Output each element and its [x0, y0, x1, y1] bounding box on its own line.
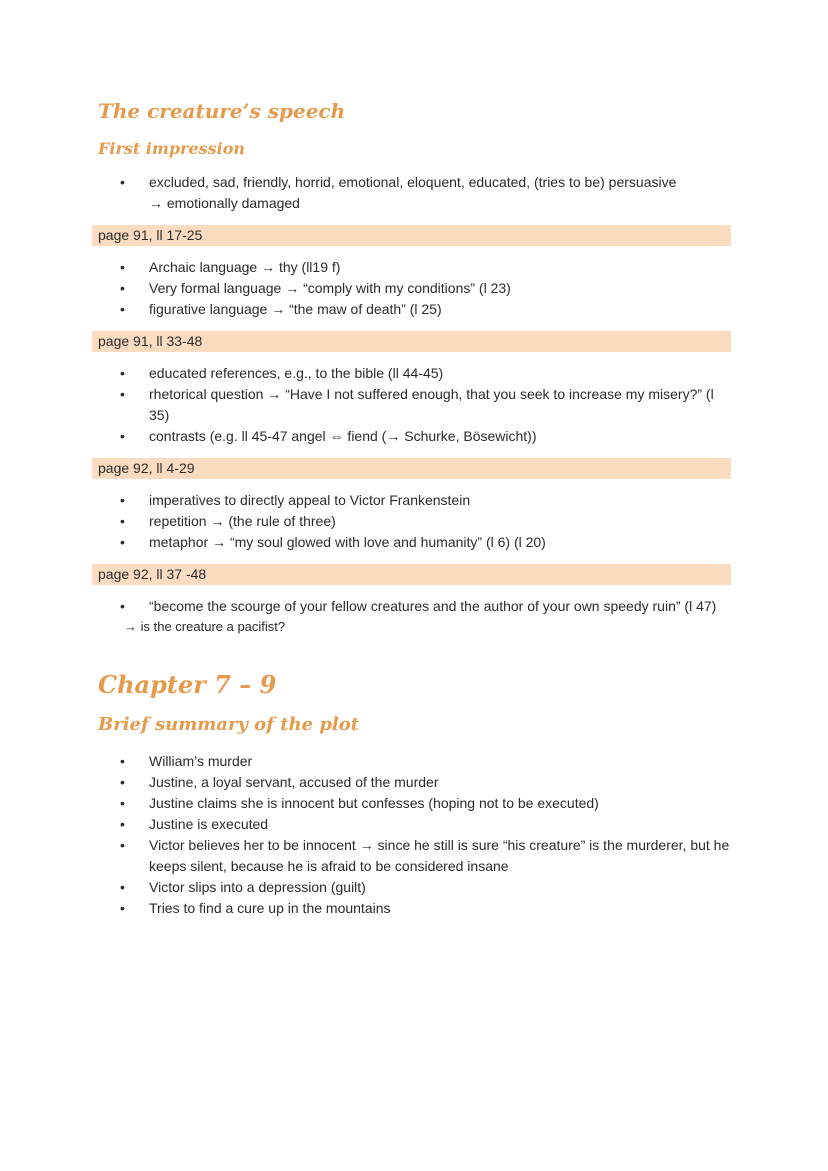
bullet-icon: • [120, 753, 125, 769]
arrow-right-icon: → [149, 195, 163, 211]
bullet-icon: • [120, 534, 125, 550]
list-item: • educated references, e.g., to the bible (ll 44-45) [120, 363, 730, 384]
bullet-icon: • [120, 280, 125, 296]
list-item: • Justine is executed [120, 814, 730, 835]
bullet-icon: • [120, 837, 125, 853]
list-item: • repetition → (the rule of three) [120, 511, 730, 532]
bullet-icon: • [120, 795, 125, 811]
arrow-right-icon: → [210, 513, 225, 529]
band2-list [120, 363, 730, 447]
band1-list [120, 257, 730, 320]
bullet-icon: • [120, 301, 125, 317]
page-ref-band: page 92, ll 4-29 [92, 458, 731, 479]
impression-list [120, 172, 730, 214]
bullet-icon: • [120, 386, 125, 402]
arrow-right-icon: → [271, 301, 286, 317]
bullet-icon: • [120, 879, 125, 895]
list-item: • “become the scourge of your fellow creatures and the author of your own speedy ruin” (l 47) [120, 596, 730, 617]
arrow-right-icon: → [261, 259, 276, 275]
arrow-right-icon: → [212, 534, 227, 550]
arrow-right-icon: → [359, 837, 374, 853]
bullet-icon: • [120, 774, 125, 790]
bullet-icon: • [120, 428, 125, 444]
list-item: • figurative language → “the maw of death” (l 25) [120, 299, 730, 320]
list-item: • Victor slips into a depression (guilt) [120, 877, 730, 898]
page-ref-band: page 91, ll 33-48 [92, 331, 731, 352]
subheading-first-impression: First impression [98, 139, 246, 158]
list-item: • Justine claims she is innocent but confesses (hoping not to be executed) [120, 793, 730, 814]
bullet-icon: • [120, 598, 125, 614]
arrow-right-icon: → [285, 280, 300, 296]
bullet-icon: • [120, 259, 125, 275]
bullet-icon: • [120, 492, 125, 508]
bullet-icon: • [120, 365, 125, 381]
band3-list [120, 490, 730, 553]
bullet-icon: • [120, 513, 125, 529]
arrow-right-icon: → [124, 619, 137, 634]
list-item: • Tries to find a cure up in the mountains [120, 898, 730, 919]
band4-list [120, 596, 730, 617]
bullet-icon: • [120, 174, 125, 190]
page-ref-band: page 91, ll 17-25 [92, 225, 731, 246]
list-item: • William’s murder [120, 751, 730, 772]
pacifist-question: → is the creature a pacifist? [124, 619, 286, 634]
section-heading-creatures-speech: The creature’s speech [98, 99, 346, 123]
page-ref-band: page 92, ll 37 -48 [92, 564, 731, 585]
arrow-right-icon: → [267, 386, 282, 402]
bullet-icon: • [120, 900, 125, 916]
list-item: • Justine, a loyal servant, accused of the murder [120, 772, 730, 793]
list-item: • Victor believes her to be innocent → since he still is sure “his creature” is the murderer, but he keeps silent, because he is afraid to be considered insane [120, 837, 730, 874]
list-item: • excluded, sad, friendly, horrid, emotional, eloquent, educated, (tries to be) persuasive → emotionally damaged [120, 174, 677, 211]
list-item: • metaphor → “my soul glowed with love and humanity” (l 6) (l 20) [120, 532, 730, 553]
list-item: • contrasts (e.g. ll 45-47 angel ⇔ fiend (→ Schurke, Bösewicht)) [120, 426, 730, 447]
list-item: • imperatives to directly appeal to Victor Frankenstein [120, 490, 730, 511]
list-item: • Very formal language → “comply with my conditions” (l 23) [120, 278, 730, 299]
subheading-brief-summary: Brief summary of the plot [98, 714, 360, 735]
list-item: • Archaic language → thy (ll19 f) [120, 257, 730, 278]
section-heading-chapter: Chapter 7 – 9 [98, 670, 277, 699]
summary-list [120, 751, 730, 919]
bullet-icon: • [120, 816, 125, 832]
arrow-right-icon: → [386, 428, 401, 444]
list-item: • rhetorical question → “Have I not suffered enough, that you seek to increase my misery?” (l 35) [120, 386, 714, 423]
